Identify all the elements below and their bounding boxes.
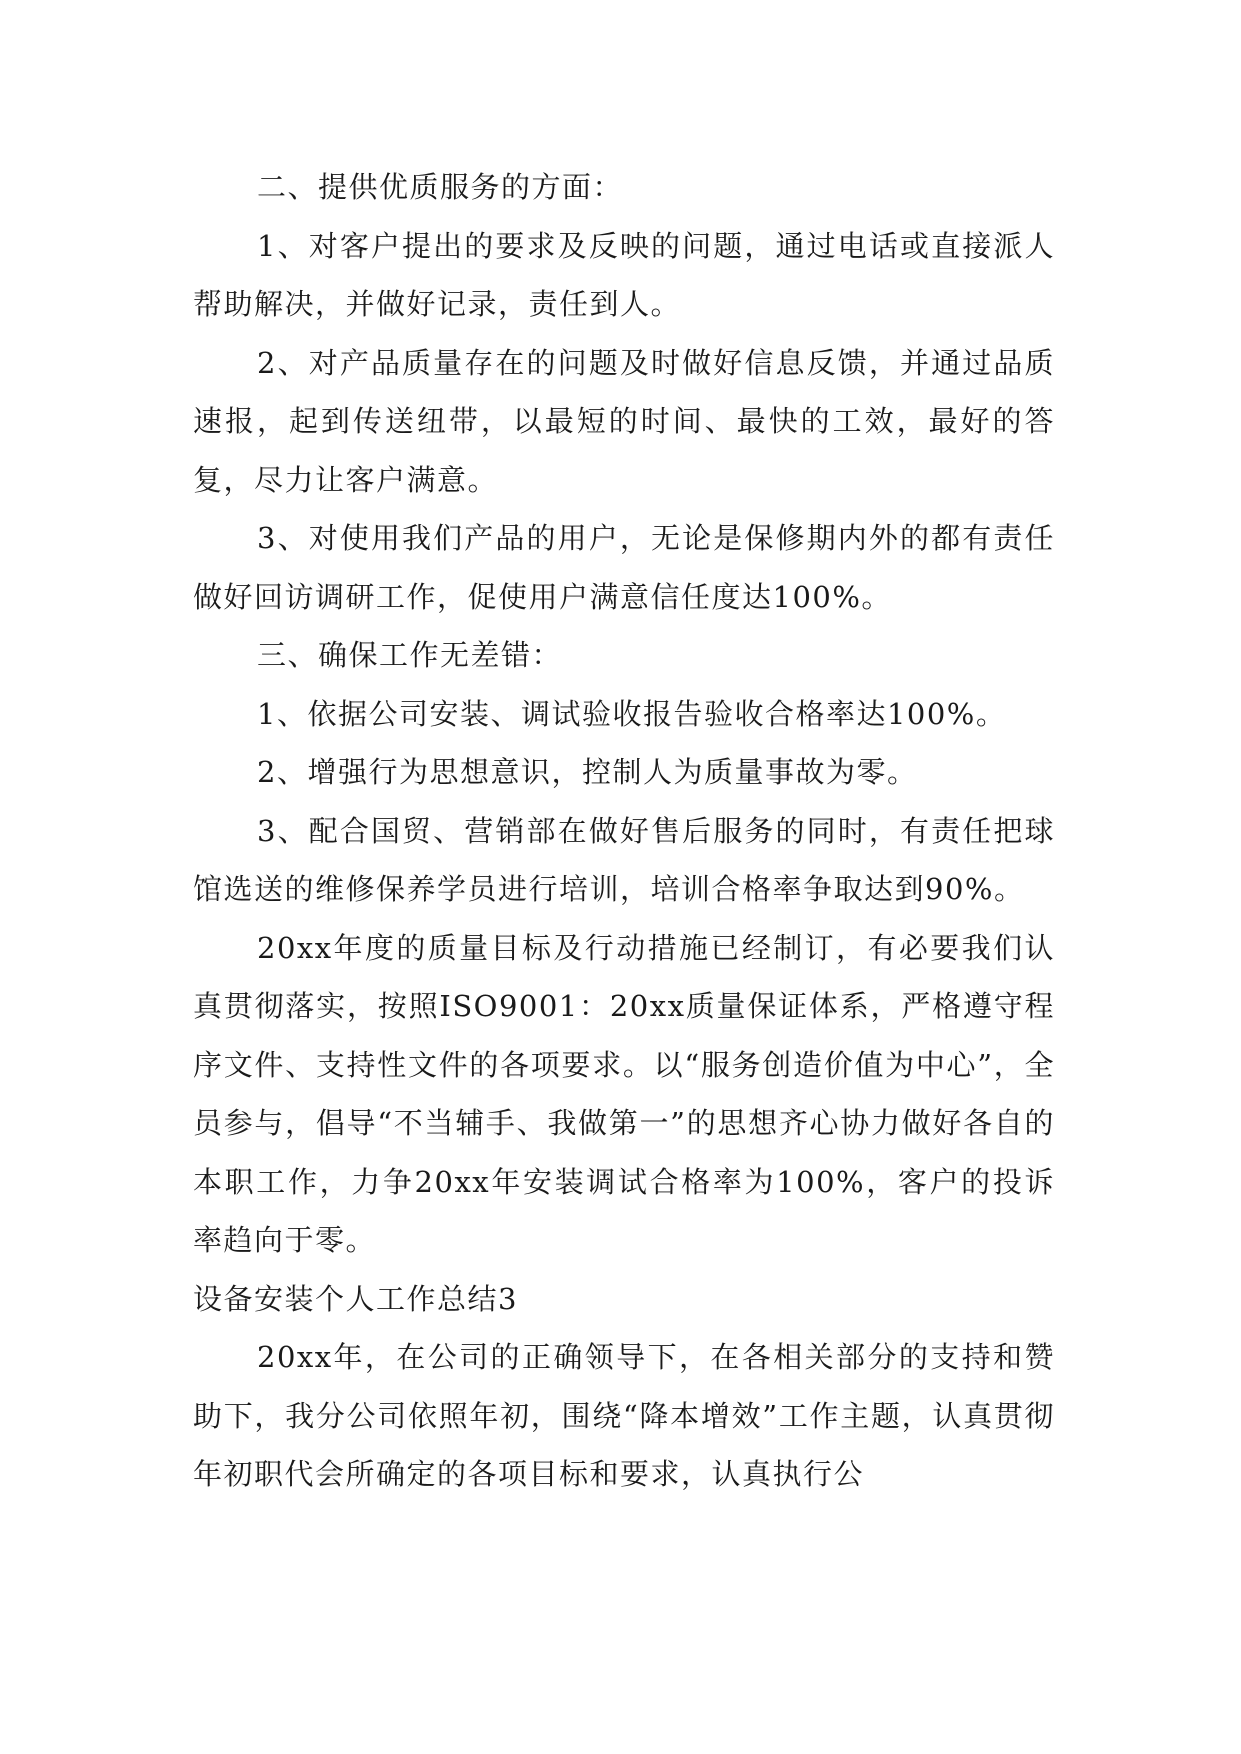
paragraph-no-error-3: 3、配合国贸、营销部在做好售后服务的同时，有责任把球馆选送的维修保养学员进行培训，培训合格率争取达到90%。: [193, 813, 1055, 906]
paragraph-service-3: 3、对使用我们产品的用户，无论是保修期内外的都有责任做好回访调研工作，促使用户满意信任度达100%。: [193, 521, 1055, 614]
document-title-summary-3: 设备安装个人工作总结3: [193, 1281, 518, 1316]
paragraph-no-error-2: 2、增强行为思想意识，控制人为质量事故为零。: [257, 755, 918, 789]
document-body: [193, 158, 1055, 1504]
section-heading-no-error: 三、确保工作无差错：: [257, 638, 563, 672]
paragraph-summary-intro: 20xx年，在公司的正确领导下，在各相关部分的支持和赞助下，我分公司依照年初，围绕“降本增效”工作主题，认真贯彻年初职代会所确定的各项目标和要求，认真执行公: [193, 1340, 1055, 1491]
paragraph-no-error-1: 1、依据公司安装、调试验收报告验收合格率达100%。: [257, 696, 1007, 731]
paragraph-service-2: 2、对产品质量存在的问题及时做好信息反馈，并通过品质速报，起到传送纽带，以最短的时间、最快的工效，最好的答复，尽力让客户满意。: [193, 345, 1055, 497]
paragraph-quality-goals: 20xx年度的质量目标及行动措施已经制订，有必要我们认真贯彻落实，按照ISO9001：20xx质量保证体系，严格遵守程序文件、支持性文件的各项要求。以“服务创造价值为中心”，全员参与，倡导“不当辅手、我做第一”的思想齐心协力做好各自的本职工作，力争20xx年安装调试合格率为100%，客户的投诉率趋向于零。: [193, 930, 1055, 1257]
paragraph-service-1: 1、对客户提出的要求及反映的问题，通过电话或直接派人帮助解决，并做好记录，责任到人。: [193, 228, 1055, 321]
section-heading-service: 二、提供优质服务的方面：: [257, 170, 624, 204]
